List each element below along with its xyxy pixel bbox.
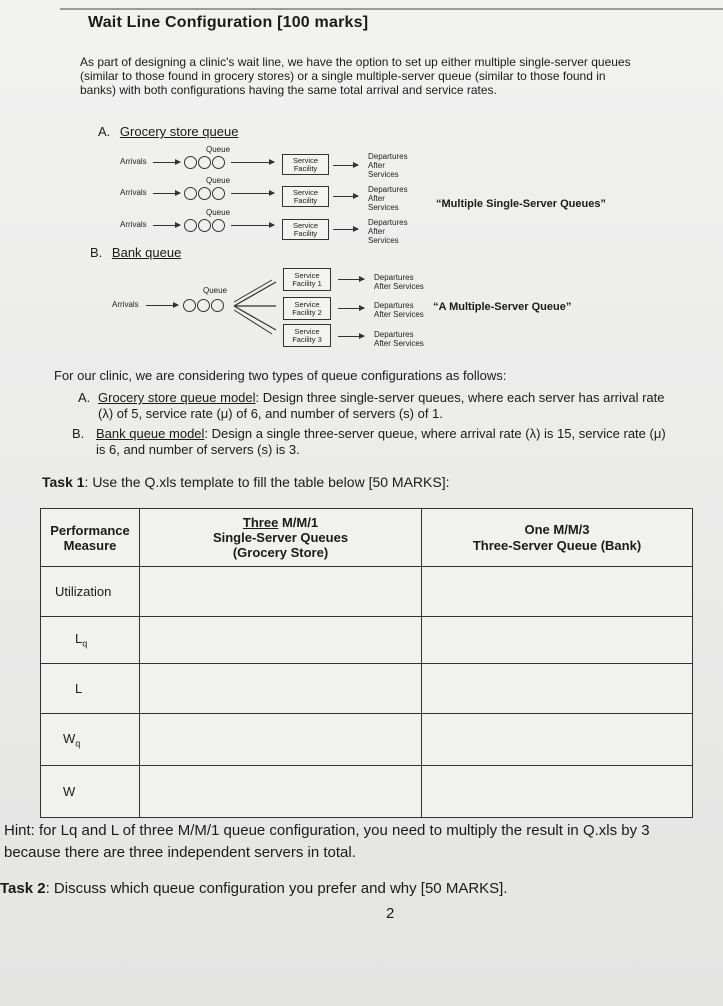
- grocery-w-cell[interactable]: [140, 766, 422, 818]
- grocery-diagram-caption: “Multiple Single-Server Queues”: [436, 198, 606, 210]
- header-grocery-mm1: M/M/1: [278, 515, 319, 530]
- bank-w-cell[interactable]: [422, 766, 693, 818]
- intro-paragraph: As part of designing a clinic's wait line, we have the option to set up either multiple single-server queues (similar to those found in grocery stores) or a single multiple-server queue (similar to those found in banks) with both configurations having the same total arrival and service rates.: [80, 55, 631, 97]
- hint-text: Hint: for Lq and L of three M/M/1 queue configuration, you need to multiply the result in Q.xls by 3 because there are three independent servers in total.: [4, 822, 650, 861]
- arrow-right-icon: [153, 162, 180, 163]
- arrow-right-icon: [153, 225, 180, 226]
- departures-label: Departures After Services: [368, 218, 408, 245]
- arrow-right-icon: [231, 193, 274, 194]
- measure-lq: $L_q$: [41, 617, 140, 664]
- header-performance-measure: Performance Measure: [41, 509, 140, 567]
- arrow-right-icon: [333, 229, 358, 230]
- measure-l: L: [41, 664, 140, 714]
- arrow-right-icon: [231, 225, 274, 226]
- queue-circles-icon: [184, 156, 225, 169]
- section-a-heading: [98, 124, 238, 139]
- bank-utilization-cell[interactable]: [422, 567, 693, 617]
- queue-circles-icon: [183, 299, 224, 312]
- service-facility-box: Service Facility: [282, 186, 329, 207]
- section-a-label: Grocery store queue: [119, 124, 239, 139]
- arrivals-label: Arrivals: [112, 300, 139, 309]
- arrivals-label: Arrivals: [120, 157, 147, 166]
- bank-l-cell[interactable]: [422, 664, 693, 714]
- task-2-label: Task 2: [0, 880, 46, 897]
- arrow-right-icon: [338, 308, 364, 309]
- header-grocery-subtitle: Single-Server Queues (Grocery Store): [212, 530, 349, 560]
- queue-circles-icon: [184, 187, 225, 200]
- header-grocery-store: [140, 509, 422, 567]
- service-facility-1-box: Service Facility 1: [283, 268, 331, 291]
- measure-w: W: [41, 766, 140, 818]
- arrow-right-icon: [146, 305, 178, 306]
- service-facility-3-box: Service Facility 3: [283, 324, 331, 347]
- considering-text: For our clinic, we are considering two types of queue configurations as follows:: [54, 368, 507, 383]
- measure-utilization: Utilization: [41, 567, 140, 617]
- arrivals-label: Arrivals: [120, 220, 147, 229]
- departures-label: Departures After Services: [368, 152, 408, 179]
- bank-wq-cell[interactable]: [422, 714, 693, 766]
- bank-diagram-caption: “A Multiple-Server Queue”: [433, 301, 572, 313]
- arrow-right-icon: [333, 165, 358, 166]
- model-a-text: : Design three single-server queues, where each server has arrival rate (λ) of 5, service rate (μ) of 6, and number of servers (s) of 1.: [98, 390, 665, 421]
- queue-label: Queue: [206, 176, 231, 185]
- queue-label: Queue: [206, 145, 231, 154]
- queue-label: Queue: [203, 286, 228, 295]
- measure-wq: $W_q$: [41, 714, 140, 766]
- model-b-item: [72, 426, 672, 458]
- grocery-l-cell[interactable]: [140, 664, 422, 714]
- model-a-letter: A.: [78, 390, 91, 405]
- arrow-right-icon: [333, 196, 358, 197]
- task-1-label: Task 1: [42, 474, 85, 490]
- table-row: [41, 567, 693, 617]
- task-2-text: : Discuss which queue configuration you prefer and why [50 MARKS].: [45, 880, 508, 897]
- section-b-letter: B.: [90, 245, 103, 260]
- arrow-right-icon: [338, 279, 364, 280]
- task-1-text: : Use the Q.xls template to fill the table below [50 MARKS]:: [84, 474, 450, 490]
- departures-label: Departures After Services: [368, 185, 408, 212]
- page-number: 2: [386, 905, 395, 922]
- model-a-item: [78, 390, 678, 422]
- task-1-heading: [42, 474, 450, 490]
- queue-circles-icon: [184, 219, 225, 232]
- section-a-letter: A.: [98, 124, 111, 139]
- page-title: Wait Line Configuration [100 marks]: [88, 14, 369, 31]
- arrow-right-icon: [231, 162, 274, 163]
- header-grocery-three: Three: [242, 515, 279, 530]
- model-b-letter: B.: [72, 426, 85, 441]
- task-2-heading: [0, 880, 508, 897]
- arrow-right-icon: [153, 193, 180, 194]
- table-row: [41, 766, 693, 818]
- model-b-text: : Design a single three-server queue, where arrival rate (λ) is 15, service rate (μ) is 6, and number of servers (s) is 3.: [96, 426, 666, 457]
- section-b-label: Bank queue: [111, 245, 182, 260]
- departures-label: Departures After Services: [374, 273, 424, 291]
- table-row: [41, 617, 693, 664]
- grocery-utilization-cell[interactable]: [140, 567, 422, 617]
- header-bank: One M/M/3 Three-Server Queue (Bank): [422, 509, 693, 567]
- service-facility-box: Service Facility: [282, 219, 329, 240]
- grocery-wq-cell[interactable]: [140, 714, 422, 766]
- section-b-heading: [90, 245, 181, 260]
- arrivals-label: Arrivals: [120, 188, 147, 197]
- departures-label: Departures After Services: [374, 330, 424, 348]
- queue-label: Queue: [206, 208, 231, 217]
- service-facility-2-box: Service Facility 2: [283, 297, 331, 320]
- branch-arrows-icon: [228, 278, 284, 338]
- model-a-name: Grocery store queue model: [98, 390, 256, 405]
- departures-label: Departures After Services: [374, 301, 424, 319]
- arrow-right-icon: [338, 336, 364, 337]
- table-row: [41, 664, 693, 714]
- table-row: [41, 714, 693, 766]
- table-header-row: [41, 509, 693, 567]
- model-b-name: Bank queue model: [96, 426, 205, 441]
- performance-table: [40, 508, 693, 818]
- grocery-lq-cell[interactable]: [140, 617, 422, 664]
- page-top-edge: [60, 8, 723, 10]
- service-facility-box: Service Facility: [282, 154, 329, 175]
- bank-lq-cell[interactable]: [422, 617, 693, 664]
